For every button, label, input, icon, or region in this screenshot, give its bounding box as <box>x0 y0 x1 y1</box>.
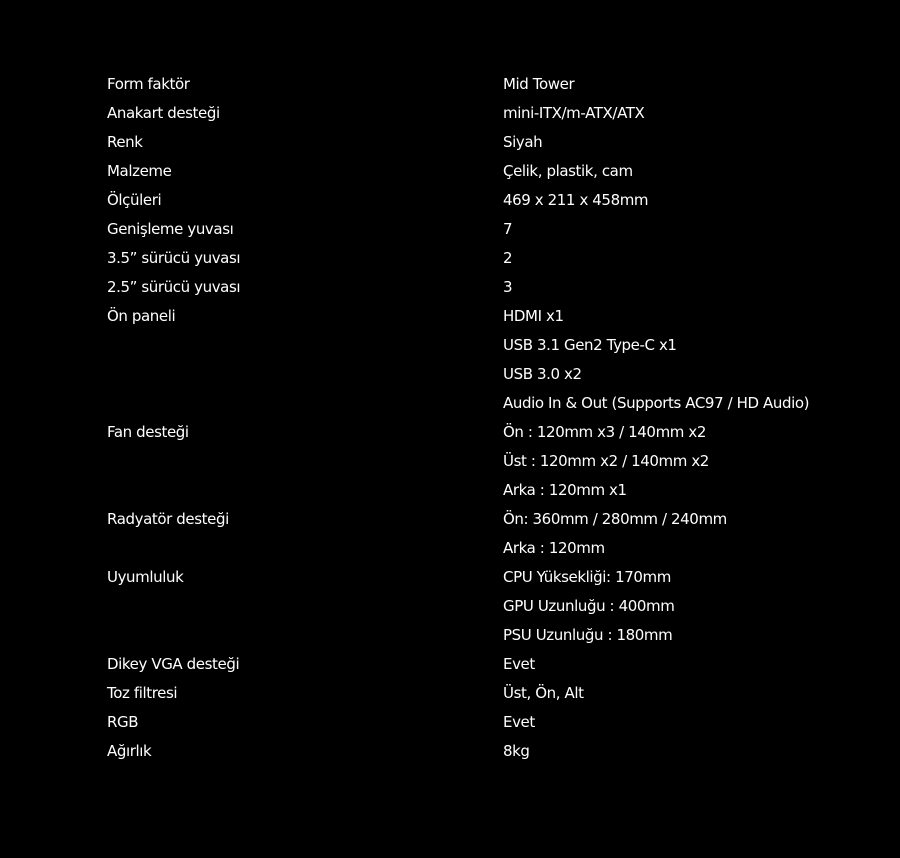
spec-label: Ölçüleri <box>107 190 162 209</box>
spec-row <box>107 98 867 127</box>
spec-value: 2 <box>503 248 513 267</box>
spec-value: 469 x 211 x 458mm <box>503 190 649 209</box>
spec-row <box>107 591 867 620</box>
spec-row <box>107 301 867 330</box>
spec-value: Ön: 360mm / 280mm / 240mm <box>503 509 727 528</box>
spec-row <box>107 185 867 214</box>
spec-value: Siyah <box>503 132 543 151</box>
spec-row <box>107 649 867 678</box>
spec-value: Ön : 120mm x3 / 140mm x2 <box>503 422 706 441</box>
spec-value: Arka : 120mm x1 <box>503 480 627 499</box>
spec-value: 3 <box>503 277 513 296</box>
spec-label: Radyatör desteği <box>107 509 229 528</box>
spec-row <box>107 359 867 388</box>
spec-row <box>107 504 867 533</box>
spec-row <box>107 272 867 301</box>
spec-value: HDMI x1 <box>503 306 564 325</box>
spec-label: RGB <box>107 712 139 731</box>
spec-value: Üst, Ön, Alt <box>503 683 584 702</box>
spec-value: Çelik, plastik, cam <box>503 161 633 180</box>
spec-label: Uyumluluk <box>107 567 184 586</box>
spec-row <box>107 156 867 185</box>
spec-label: Genişleme yuvası <box>107 219 234 238</box>
spec-value: Audio In & Out (Supports AC97 / HD Audio) <box>503 393 810 412</box>
spec-value: Evet <box>503 712 535 731</box>
spec-label: Ön paneli <box>107 306 176 325</box>
spec-row <box>107 417 867 446</box>
spec-label: Dikey VGA desteği <box>107 654 240 673</box>
spec-row <box>107 446 867 475</box>
spec-label: Form faktör <box>107 74 190 93</box>
spec-row <box>107 736 867 765</box>
spec-row <box>107 388 867 417</box>
spec-label: Malzeme <box>107 161 172 180</box>
spec-value: Evet <box>503 654 535 673</box>
spec-value: USB 3.1 Gen2 Type-C x1 <box>503 335 677 354</box>
spec-value: 8kg <box>503 741 530 760</box>
spec-value: Mid Tower <box>503 74 575 93</box>
spec-value: CPU Yüksekliği: 170mm <box>503 567 671 586</box>
spec-label: Ağırlık <box>107 741 152 760</box>
spec-label: Toz filtresi <box>107 683 178 702</box>
spec-value: Arka : 120mm <box>503 538 605 557</box>
spec-row <box>107 620 867 649</box>
spec-row <box>107 533 867 562</box>
spec-row <box>107 214 867 243</box>
spec-row <box>107 678 867 707</box>
spec-value: USB 3.0 x2 <box>503 364 582 383</box>
spec-row <box>107 707 867 736</box>
spec-value: mini-ITX/m-ATX/ATX <box>503 103 645 122</box>
spec-row <box>107 127 867 156</box>
spec-row <box>107 475 867 504</box>
spec-row <box>107 69 867 98</box>
spec-row <box>107 243 867 272</box>
spec-table <box>107 69 867 765</box>
spec-label: 2.5” sürücü yuvası <box>107 277 241 296</box>
spec-label: Fan desteği <box>107 422 189 441</box>
spec-value: GPU Uzunluğu : 400mm <box>503 596 675 615</box>
spec-value: PSU Uzunluğu : 180mm <box>503 625 673 644</box>
spec-label: 3.5” sürücü yuvası <box>107 248 241 267</box>
spec-label: Anakart desteği <box>107 103 220 122</box>
spec-row <box>107 562 867 591</box>
spec-value: 7 <box>503 219 513 238</box>
spec-row <box>107 330 867 359</box>
spec-label: Renk <box>107 132 143 151</box>
spec-value: Üst : 120mm x2 / 140mm x2 <box>503 451 709 470</box>
